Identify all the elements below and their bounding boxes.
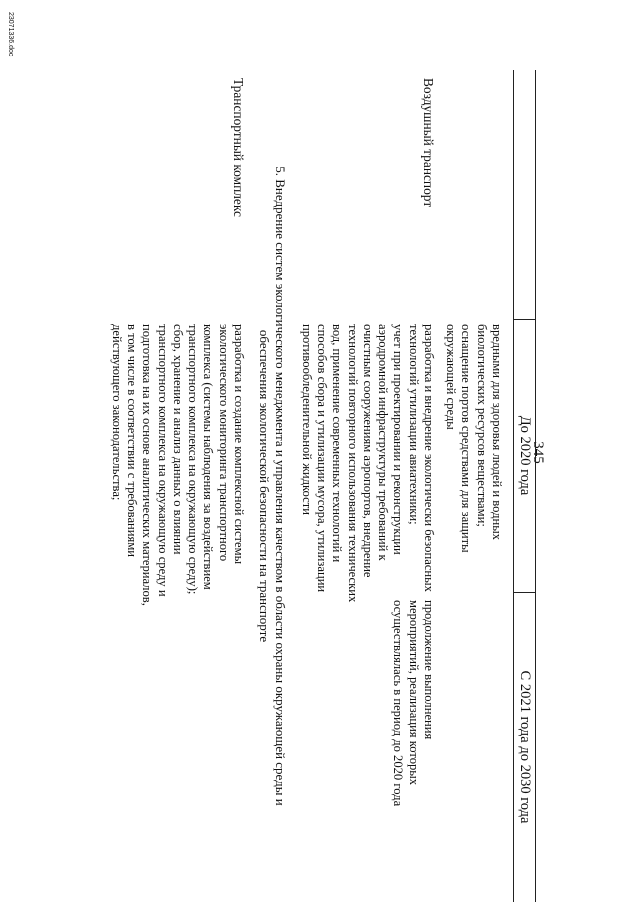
section-5-title-line-2: обеспечения экологической безопасности на транспорте [257,329,272,643]
table-top-border [535,70,536,902]
header-col-before-2020: До 2020 года [517,415,533,496]
air-transport-2021-2030-text: продолжение выполнения мероприятий, реализация которых осуществлялась в период до 2020 года [391,600,436,807]
row-label-transport-complex: Транспортный комплекс [231,78,246,217]
document-footer-code: 23071336.doc [7,12,14,57]
header-bottom-border [513,70,514,902]
row-label-air-transport: Воздушный транспорт [421,78,436,208]
transport-complex-before-2020-text: разработка и создание комплексной системы экологического мониторинга транспортного комплекса (системы наблюдения за воздействием транспортного комплекса на окружающую среду); сбор, хранение и анализ данных о влиянии транспортного комплекса на окружающую среду и подготовка на их основе аналитических материалов, в том числе в соответствии с требованиями действующего законодательства; [109,324,246,606]
carryover-measures-text: вредными для здоровья людей и водных биологических ресурсов веществами; оснащение портов средствами для защиты окружающей среды [444,324,504,553]
section-5-title-line-1: 5. Внедрение систем экологического менеджмента и управления качеством в области охраны окружающей среды и [273,166,288,806]
header-col-2021-2030: С 2021 года до 2030 года [517,670,533,824]
page-number: 345 [530,441,546,464]
air-transport-before-2020-text: разработка и внедрение экологически безопасных технологий утилизации авиатехники; учет при проектировании и реконструкции аэродромной инфраструктуры требований к очистным сооружениям аэропортов, внедрение технологий повторного использования технических вод, применение современных технологий и способов сбора и утилизации мусора, утилизации противообледенительной жидкости [299,324,436,603]
